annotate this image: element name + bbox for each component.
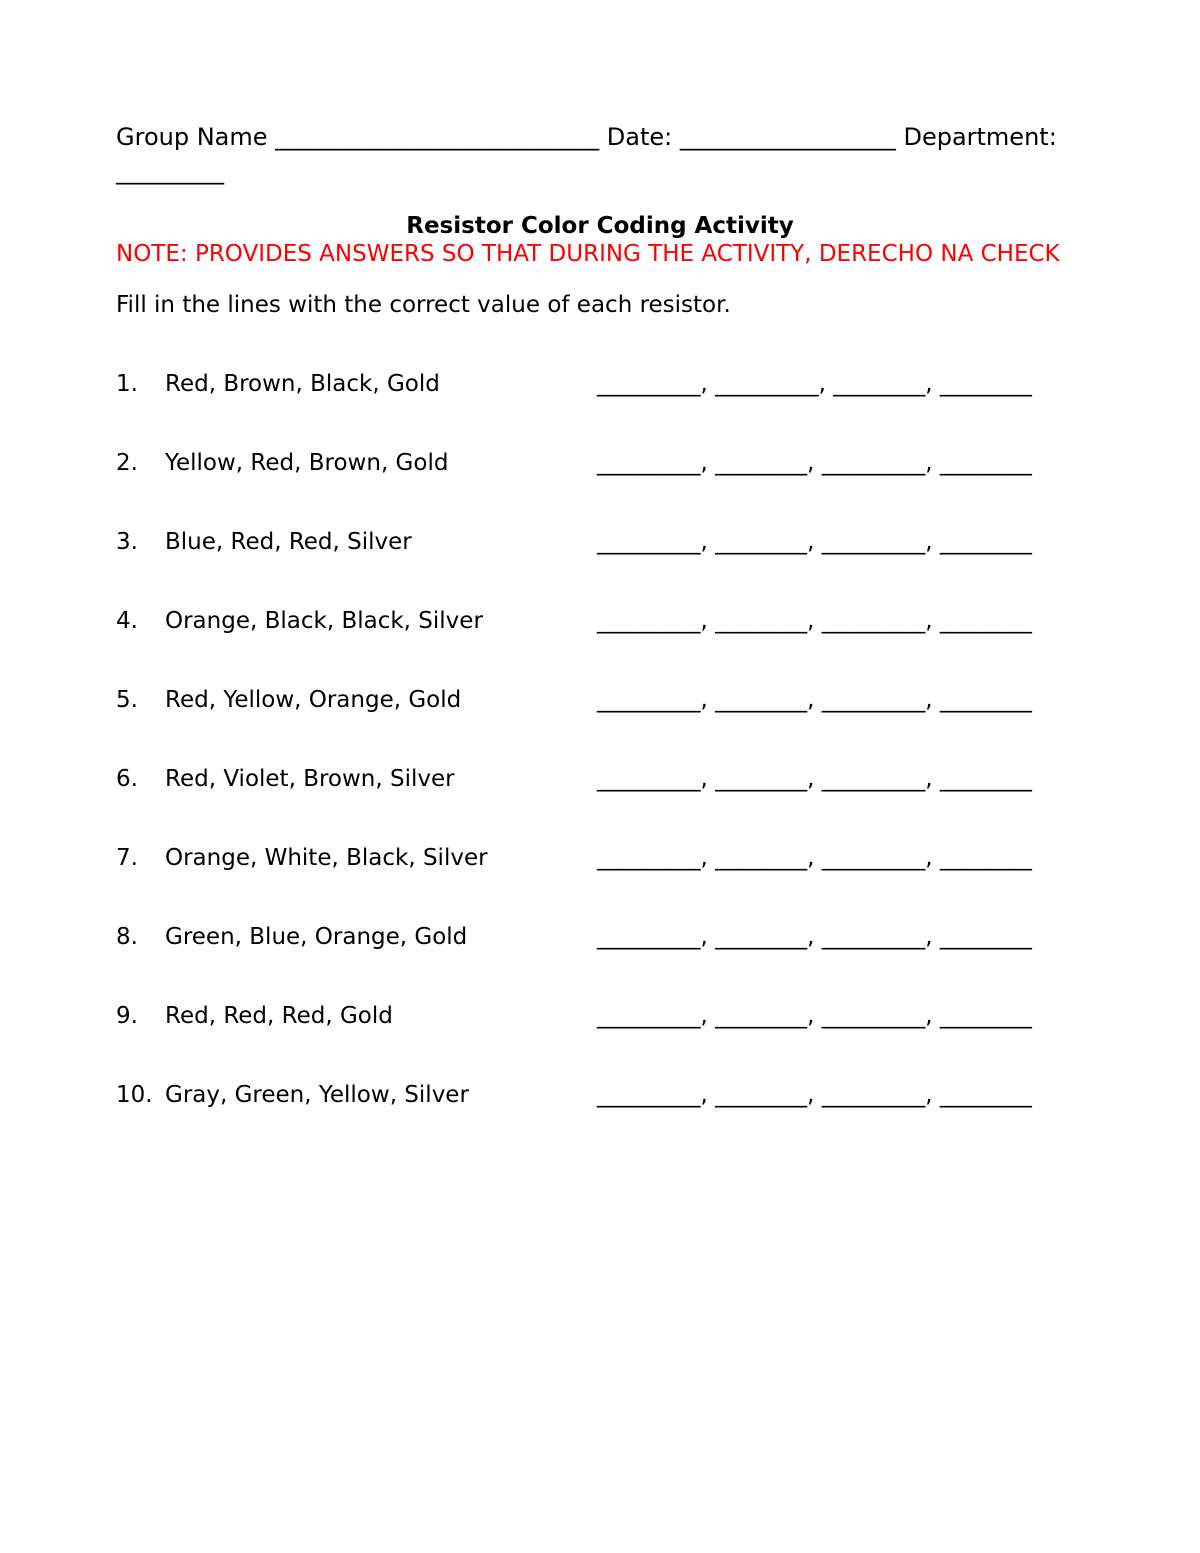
note-text: NOTE: PROVIDES ANSWERS SO THAT DURING THE ACTIVITY, DERECHO NA CHECK: [116, 241, 1060, 267]
list-item: [116, 603, 1076, 682]
answer-blanks: _________, ________, _________, ________: [597, 766, 1032, 792]
answer-blanks: _________, ________, _________, ________: [597, 529, 1032, 555]
list-item: [116, 445, 1076, 524]
department-blank: _________: [116, 157, 224, 185]
instructions: Fill in the lines with the correct value of each resistor.: [116, 292, 731, 318]
answer-blanks: _________, ________, _________, ________: [597, 608, 1032, 634]
item-number: 3.: [116, 529, 138, 555]
list-item: [116, 1077, 1076, 1156]
item-colors: Yellow, Red, Brown, Gold: [165, 450, 449, 476]
list-item: [116, 761, 1076, 840]
item-number: 5.: [116, 687, 138, 713]
item-colors: Red, Violet, Brown, Silver: [165, 766, 455, 792]
item-number: 10.: [116, 1082, 153, 1108]
answer-blanks: _________, ________, _________, ________: [597, 924, 1032, 950]
item-number: 9.: [116, 1003, 138, 1029]
answer-blanks: _________, ________, _________, ________: [597, 687, 1032, 713]
item-number: 6.: [116, 766, 138, 792]
answer-blanks: _________, _________, ________, ________: [597, 371, 1032, 397]
item-colors: Orange, White, Black, Silver: [165, 845, 488, 871]
item-colors: Blue, Red, Red, Silver: [165, 529, 412, 555]
answer-blanks: _________, ________, _________, ________: [597, 1003, 1032, 1029]
item-number: 2.: [116, 450, 138, 476]
header-fields: Group Name ___________________________ Date: __________________ Department:: [116, 123, 1057, 151]
item-colors: Green, Blue, Orange, Gold: [165, 924, 468, 950]
item-number: 4.: [116, 608, 138, 634]
item-number: 8.: [116, 924, 138, 950]
resistor-list: [116, 366, 1076, 1156]
item-colors: Red, Yellow, Orange, Gold: [165, 687, 462, 713]
list-item: [116, 998, 1076, 1077]
list-item: [116, 682, 1076, 761]
answer-blanks: _________, ________, _________, ________: [597, 450, 1032, 476]
answer-blanks: _________, ________, _________, ________: [597, 845, 1032, 871]
item-number: 7.: [116, 845, 138, 871]
list-item: [116, 919, 1076, 998]
item-colors: Orange, Black, Black, Silver: [165, 608, 483, 634]
item-colors: Red, Red, Red, Gold: [165, 1003, 393, 1029]
list-item: [116, 366, 1076, 445]
list-item: [116, 524, 1076, 603]
list-item: [116, 840, 1076, 919]
item-number: 1.: [116, 371, 138, 397]
answer-blanks: _________, ________, _________, ________: [597, 1082, 1032, 1108]
item-colors: Red, Brown, Black, Gold: [165, 371, 440, 397]
item-colors: Gray, Green, Yellow, Silver: [165, 1082, 469, 1108]
page-title: Resistor Color Coding Activity: [406, 213, 794, 239]
